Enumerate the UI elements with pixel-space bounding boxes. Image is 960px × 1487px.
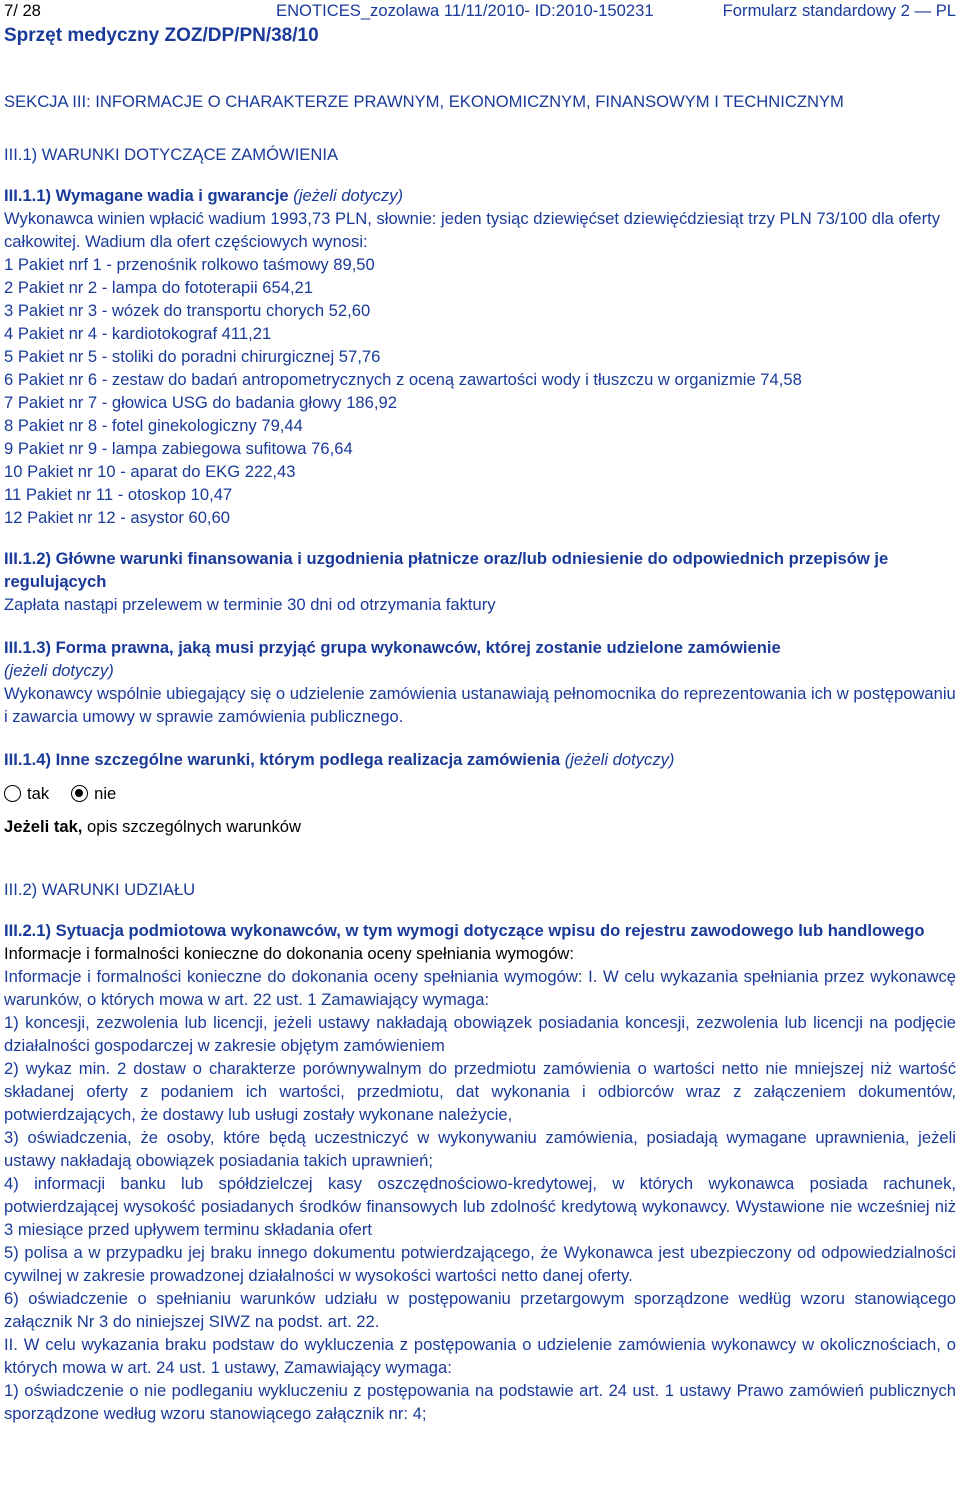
radio-no[interactable] <box>71 785 88 802</box>
requirement-paragraph: II. W celu wykazania braku podstaw do wykluczenia z postępowania o udzielenie zamówienia wykonawcy w okolicznościach, o których mowa w art. 24 ust. 1 ustawy, Zamawiający wymaga: <box>4 1335 956 1377</box>
page-header <box>4 0 956 22</box>
requirement-paragraph: 3) oświadczenia, że osoby, które będą uczestniczyć w wykonywaniu zamówienia, posiadają wymagane uprawnienia, jeżeli ustawy nakładają obowiązek posiadania takich uprawnień; <box>4 1128 956 1170</box>
label-3-1-2: III.1.2) Główne warunki finansowania i uzgodnienia płatnicze oraz/lub odniesienie do odpowiednich przepisów je regulujących <box>4 549 889 591</box>
subsection-3-1-1 <box>4 184 956 529</box>
payment-text: Zapłata nastąpi przelewem w terminie 30 dni od otrzymania faktury <box>4 595 496 614</box>
requirement-paragraph: 4) informacji banku lub spółdzielczej kasy oszczędnościowo-kredytowej, w których wykonawca posiada rachunek, potwierdzającej wysokość posiadanych środków finansowych lub zdolność kredytową wykonawcy. Wystawione nie wcześniej niż 3 miesiące przed upływem terminu składania ofert <box>4 1174 956 1239</box>
subsection-3-1-2 <box>4 547 956 616</box>
requirement-paragraph: 5) polisa a w przypadku jej braku innego dokumentu potwierdzającego, że Wykonawca jest ubezpieczony od odpowiedzialności cywilnej w zakresie prowadzonej działalności w wysokości wartości netto danej oferty. <box>4 1243 956 1285</box>
wadium-item: 2 Pakiet nr 2 - lampa do fototerapii 654,21 <box>4 278 314 297</box>
ifyes-bold: Jeżeli tak, <box>4 817 83 836</box>
document-title: Sprzęt medyczny ZOZ/DP/PN/38/10 <box>4 25 319 46</box>
ifyes-rest: opis szczególnych warunków <box>82 817 302 836</box>
wadium-item: 1 Pakiet nrf 1 - przenośnik rolkowo taśmowy 89,50 <box>4 255 375 274</box>
wadium-item: 7 Pakiet nr 7 - głowica USG do badania głowy 186,92 <box>4 393 397 412</box>
wadium-item: 9 Pakiet nr 9 - lampa zabiegowa sufitowa 76,64 <box>4 439 353 458</box>
radio-yes[interactable] <box>4 785 21 802</box>
radio-no-label: nie <box>94 783 117 803</box>
requirement-paragraph: 2) wykaz min. 2 dostaw o charakterze porównywalnym do przedmiotu zamówienia o wartości netto nie mniejszej niż wartość składanej oferty z podaniem ich wartości, przedmiotu, dat wykonania i odbiorców wraz z załączeniem dokumentów, potwierdzających, że dostawy lub usługi zostały wykonane należycie, <box>4 1059 956 1124</box>
requirement-paragraph: Informacje i formalności konieczne do dokonania oceny spełniania wymogów: I. W celu wykazania spełniania przez wykonawcę warunków, o których mowa w art. 22 ust. 1 Zamawiający wymaga: <box>4 967 956 1009</box>
subsection-label <box>4 748 956 771</box>
subsection-3-1-4 <box>4 748 956 838</box>
info-label: Informacje i formalności konieczne do dokonania oceny spełniania wymogów: <box>4 944 575 963</box>
wadium-item: 8 Pakiet nr 8 - fotel ginekologiczny 79,44 <box>4 416 303 435</box>
requirement-paragraph: 1) koncesji, zezwolenia lub licencji, jeżeli ustawy nakładają obowiązek posiadania koncesji, zezwolenia lub licencji na podjęcie działalności gospodarczej w zakresie objętym zamówieniem <box>4 1013 956 1055</box>
requirement-paragraph: 1) oświadczenie o nie podleganiu wykluczeniu z postępowania na podstawie art. 24 ust. 1 ustawy Prawo zamówień publicznych sporządzone według wzoru stanowiącego załącznik nr: 4; <box>4 1381 956 1423</box>
section-heading: SEKCJA III: INFORMACJE O CHARAKTERZE PRAWNYM, EKONOMICZNYM, FINANSOWYM I TECHNICZNYM <box>4 92 844 111</box>
wadium-item: 4 Pakiet nr 4 - kardiotokograf 411,21 <box>4 324 272 343</box>
subsection-3-1-3 <box>4 636 956 728</box>
requirement-paragraph: 6) oświadczenie o spełnianiu warunków udziału w postępowaniu przetargowym sporządzone wedłüg wzoru stanowiącego załącznik Nr 3 do niniejszej SIWZ na podst. art. 22. <box>4 1289 956 1331</box>
wadium-intro: Wykonawca winien wpłacić wadium 1993,73 PLN, słownie: jeden tysiąc dziewięćset dziewięćdziesiąt trzy PLN 73/100 dla oferty całkowitej. Wadium dla ofert częściowych wynosi: <box>4 209 941 251</box>
notice-id: ENOTICES_zozolawa 11/11/2010- ID:2010-150231 <box>276 1 654 20</box>
subsection-label <box>4 184 956 207</box>
radio-yes-label: tak <box>27 783 50 803</box>
wadium-item: 11 Pakiet nr 11 - otoskop 10,47 <box>4 485 233 504</box>
label-3-1-4: III.1.4) Inne szczególne warunki, którym podlega realizacja zamówienia <box>4 750 561 769</box>
wadium-item: 5 Pakiet nr 5 - stoliki do poradni chirurgicznej 57,76 <box>4 347 381 366</box>
qualifier: (jeżeli dotyczy) <box>564 750 675 769</box>
wadium-item: 3 Pakiet nr 3 - wózek do transportu chorych 52,60 <box>4 301 371 320</box>
page-number: 7/ 28 <box>4 1 41 20</box>
legal-form-text: Wykonawcy wspólnie ubiegający się o udzielenie zamówienia ustanawiają pełnomocnika do reprezentowania ich w postępowaniu i zawarcia umowy w sprawie zamówienia publicznego. <box>4 684 956 726</box>
label-3-2-1: III.2.1) Sytuacja podmiotowa wykonawców, w tym wymogi dotyczące wpisu do rejestru zawodowego lub handlowego <box>4 921 925 940</box>
label-3-1-1: III.1.1) Wymagane wadia i gwarancje <box>4 186 289 205</box>
requirements-list <box>4 965 956 1425</box>
qualifier: (jeżeli dotyczy) <box>293 186 404 205</box>
document-page <box>4 0 956 1425</box>
subsection-heading-3-1: III.1) WARUNKI DOTYCZĄCE ZAMÓWIENIA <box>4 145 339 164</box>
ifyes-line <box>4 815 956 838</box>
wadium-item: 10 Pakiet nr 10 - aparat do EKG 222,43 <box>4 462 296 481</box>
wadium-item: 12 Pakiet nr 12 - asystor 60,60 <box>4 508 230 527</box>
subsection-heading-3-2: III.2) WARUNKI UDZIAŁU <box>4 880 196 899</box>
form-type: Formularz standardowy 2 — PL <box>722 1 956 20</box>
wadium-list <box>4 253 956 529</box>
label-3-1-3: III.1.3) Forma prawna, jaką musi przyjąć grupa wykonawców, której zostanie udzielone zamówienie <box>4 638 781 657</box>
special-conditions-radio-group <box>4 780 956 806</box>
subsection-3-2-1 <box>4 919 956 1425</box>
wadium-item: 6 Pakiet nr 6 - zestaw do badań antropometrycznych z oceną zawartości wody i tłuszczu w organizmie 74,58 <box>4 370 802 389</box>
qualifier: (jeżeli dotyczy) <box>4 661 114 680</box>
